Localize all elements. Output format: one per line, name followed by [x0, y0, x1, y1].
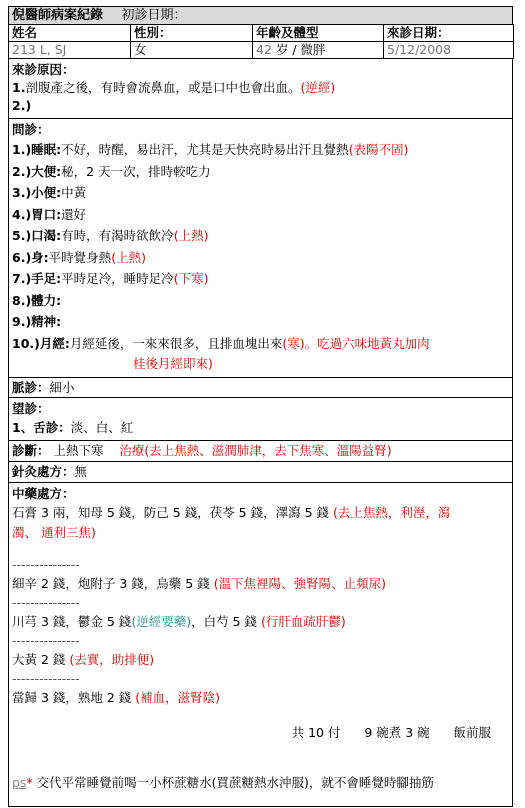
inquiry-item-thirst — [12, 225, 509, 247]
menses-cold-note: (寒) — [282, 335, 305, 351]
herbal-line-3-note: (行肝血疏肝鬱) — [260, 614, 346, 629]
dosage-summary: 共 10 付 9 碗煮 3 碗 飯前服 — [291, 725, 491, 740]
inquiry-item-urine — [12, 182, 509, 204]
inquiry-item-text: 不好，時醒，易出汗，尤其是天快亮時易出汗且覺熱 — [61, 142, 349, 157]
reason-title: 來診原因： — [12, 62, 75, 77]
inquiry-item-label: 9.)精神: — [12, 314, 62, 329]
inquiry-item-text: 平時覺身熱 — [48, 249, 112, 265]
acupuncture-label: 針灸處方： — [12, 464, 75, 479]
herbal-line-4 — [12, 649, 509, 671]
inquiry-item-label: 4.)胃口: — [12, 206, 62, 222]
note-ps-marker: ps — [12, 775, 27, 790]
record-header — [8, 6, 513, 24]
header-name: 姓名 — [9, 25, 131, 42]
observation-title: 望診： — [12, 401, 50, 416]
observation-section — [8, 398, 513, 441]
herbal-separator: --------------- — [12, 633, 80, 648]
medical-record-sheet — [8, 6, 513, 807]
diagnosis-label: 診斷： — [12, 443, 50, 458]
patient-age-build — [253, 42, 384, 59]
patient-visit-date: 5/12/2008 — [384, 42, 514, 59]
reason-item-1-number: 1. — [12, 80, 26, 95]
inquiry-item-limbs — [12, 268, 509, 290]
patient-age-build-text: 岁 / 微胖 — [275, 42, 326, 57]
inquiry-item-note: (上熱) — [173, 228, 209, 243]
diagnosis-text: 上熱下寒 — [53, 443, 104, 458]
herbal-line-1 — [12, 503, 509, 523]
inquiry-title: 問診： — [12, 122, 50, 137]
header-sex: 性別： — [131, 25, 253, 42]
inquiry-item-stool — [12, 161, 509, 183]
inquiry-item-body — [12, 247, 509, 269]
herbal-line-2-text: 細辛 2 錢，炮附子 3 錢，烏藥 5 錢 — [12, 576, 210, 591]
inquiry-item-sleep — [12, 139, 509, 161]
pulse-text: 細小 — [49, 380, 75, 395]
pulse-section — [8, 378, 513, 398]
inquiry-item-note: (表陽不固) — [348, 142, 409, 157]
reason-item-2: 2.) — [12, 98, 32, 113]
diagnosis-section — [8, 441, 513, 462]
herbal-separator: --------------- — [12, 595, 80, 610]
inquiry-item-label: 6.)身: — [12, 249, 49, 265]
herbal-line-1-note-cont: 濁、 通利三焦) — [12, 525, 96, 540]
menses-note-2: 桂後月經即來) — [133, 356, 213, 371]
inquiry-item-appetite — [12, 204, 509, 226]
herbal-line-3-mid-note: (逆經要藥) — [131, 614, 192, 629]
inquiry-item-text: 平時足冷，睡時足冷 — [61, 271, 174, 286]
inquiry-item-text: 有時，有渴時欲飲冷 — [61, 228, 174, 243]
patient-info-table — [8, 24, 514, 59]
herbal-line-4-text: 大黃 2 錢 — [12, 652, 66, 667]
inquiry-item-label: 5.)口渴: — [12, 228, 62, 243]
acupuncture-text: 無 — [74, 464, 88, 479]
tongue-text: 淡、白、紅 — [70, 420, 134, 435]
reason-item-1 — [12, 79, 509, 97]
acupuncture-section — [8, 462, 513, 483]
herbal-line-3-text-b: ，白芍 5 錢 — [191, 614, 257, 629]
reason-section — [8, 59, 513, 119]
patient-note — [12, 773, 509, 793]
inquiry-section — [8, 119, 513, 378]
tongue-label: 1、舌診： — [12, 420, 71, 435]
header-visit-date: 來診日期： — [384, 25, 514, 42]
herbal-line-2 — [12, 573, 509, 595]
note-star: * — [26, 775, 33, 790]
inquiry-item-note: (上熱) — [111, 249, 146, 265]
record-title: 倪醫師病案紀錄 — [12, 8, 104, 23]
inquiry-item-note: (下寒) — [173, 271, 209, 286]
herbal-line-4-note: (去實，助排便) — [69, 652, 155, 667]
herbal-line-3-text-a: 川芎 3 錢，鬱金 5 錢 — [12, 614, 132, 629]
herbal-line-1-text: 石膏 3 兩，知母 5 錢，防己 5 錢，茯苓 5 錢，澤瀉 5 錢 — [12, 505, 329, 520]
pulse-label: 脈診： — [12, 380, 50, 395]
reason-item-1-text: 剖腹產之後，有時會流鼻血，或是口中也會出血。 — [25, 80, 301, 95]
herbal-line-2-note: (溫下焦裡陽、強腎陽、止頻尿) — [213, 576, 386, 591]
inquiry-item-label: 7.)手足: — [12, 271, 62, 286]
herbal-line-5-note: (補血，滋腎陰) — [135, 690, 221, 705]
menses-text: 月經延後，一來來很多，且排血塊出來 — [69, 335, 283, 351]
first-visit-label: 初診日期： — [121, 8, 187, 23]
inquiry-item-text: 還好 — [61, 206, 87, 222]
herbal-separator: --------------- — [12, 671, 80, 686]
inquiry-item-text: 秘，2 天一次，排時較吃力 — [61, 163, 211, 179]
inquiry-item-text: 中黃 — [61, 185, 87, 200]
inquiry-item-label: 1.)睡眠: — [12, 142, 62, 157]
herbal-title: 中藥處方： — [12, 486, 75, 501]
inquiry-item-spirit — [12, 311, 509, 333]
herbal-line-3 — [12, 611, 509, 633]
treatment-text: 治療(去上焦熱、滋潤肺津，去下焦寒、溫陽益腎) — [119, 443, 392, 458]
herbal-line-5 — [12, 687, 509, 709]
inquiry-item-strength — [12, 290, 509, 312]
note-text: 交代平常睡覺前喝一小杯蔗糖水(買蔗糖熱水沖服)，就不會睡覺時腳抽筋 — [32, 775, 434, 790]
inquiry-item-menses — [12, 333, 509, 355]
inquiry-item-label: 2.)大便: — [12, 163, 62, 179]
patient-name: 213 L, SJ — [9, 42, 131, 59]
herbal-line-5-text: 當歸 3 錢，熟地 2 錢 — [12, 690, 132, 705]
inquiry-item-label: 8.)體力: — [12, 292, 62, 308]
patient-table-value-row — [9, 42, 514, 59]
patient-sex: 女 — [131, 42, 253, 59]
herbal-section — [8, 483, 513, 807]
patient-table-header-row — [9, 25, 514, 42]
inquiry-item-label: 3.)小便: — [12, 185, 62, 200]
header-age-build: 年齡及體型 — [253, 25, 384, 42]
herbal-separator: --------------- — [12, 557, 80, 572]
inquiry-item-label: 10.)月經: — [12, 335, 70, 351]
menses-note-1: 。吃過六味地黃丸加肉 — [304, 335, 430, 351]
herbal-line-1-note: (去上焦熱，利溼，瀉 — [332, 505, 451, 520]
patient-age-number: 42 — [256, 42, 272, 57]
reason-item-1-note: (逆經) — [300, 80, 336, 95]
